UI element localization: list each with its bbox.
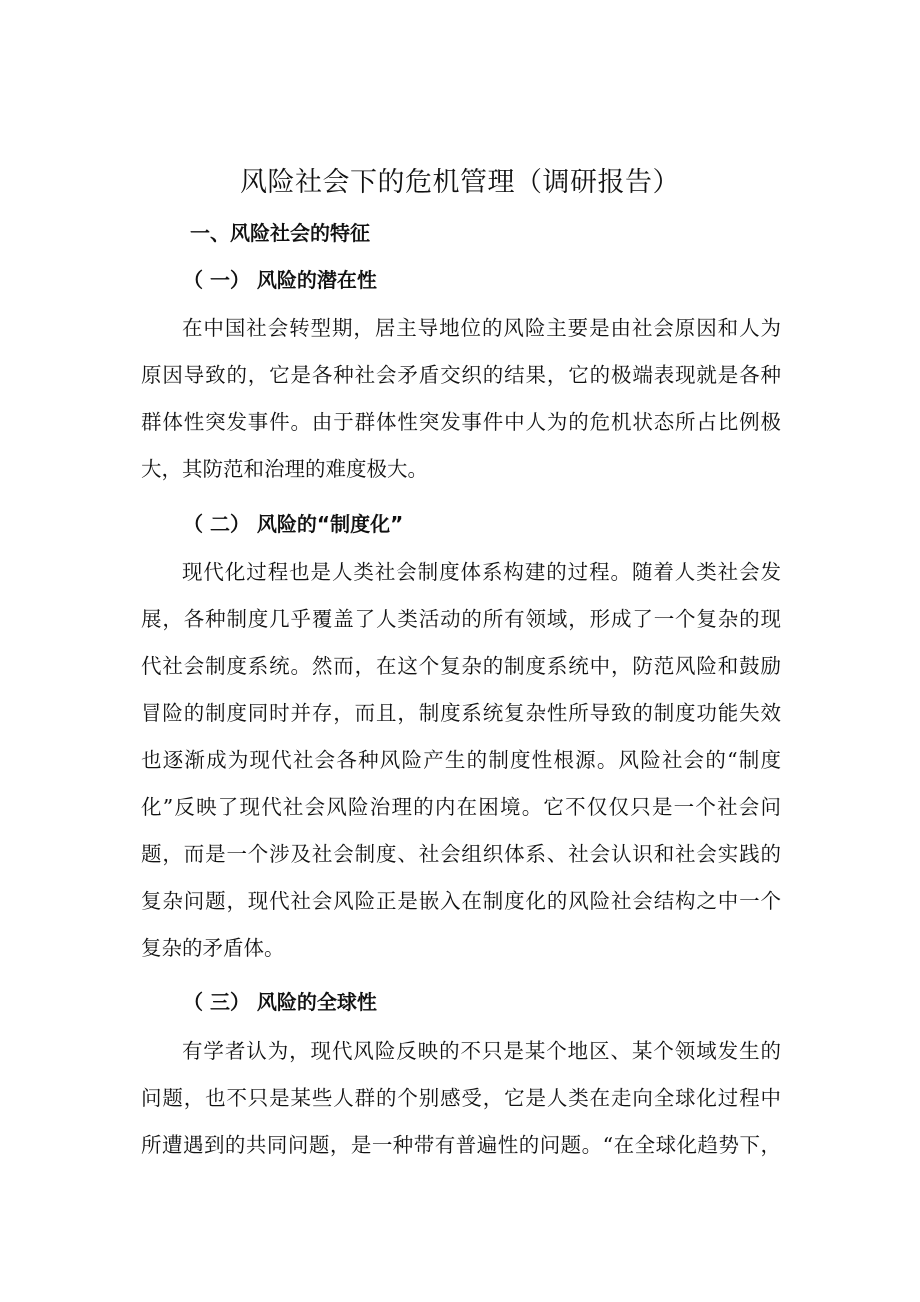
paragraph-line: 有学者认为，现代风险反映的不只是某个地区、某个领域发生的: [182, 1039, 781, 1063]
paragraph-line: 复杂的矛盾体。: [141, 936, 285, 960]
paragraph-2: [141, 549, 781, 972]
document-title: 风险社会下的危机管理（调研报告）: [240, 167, 680, 198]
paragraph-line: 现代化过程也是人类社会制度体系构建的过程。随着人类社会发: [182, 560, 781, 584]
subsection-heading-2: （ 二） 风险的“制度化”: [183, 512, 404, 536]
paragraph-line: 群体性突发事件。由于群体性突发事件中人为的危机状态所占比例极: [141, 410, 781, 434]
paragraph-line: 冒险的制度同时并存，而且，制度系统复杂性所导致的制度功能失效: [141, 701, 781, 725]
paragraph-line: 在中国社会转型期，居主导地位的风险主要是由社会原因和人为: [182, 316, 781, 340]
paragraph-line: 代社会制度系统。然而，在这个复杂的制度系统中，防范风险和鼓励: [141, 654, 781, 678]
section-heading-1: 一、风险社会的特征: [190, 221, 370, 245]
paragraph-line: 复杂问题，现代社会风险正是嵌入在制度化的风险社会结构之中一个: [141, 889, 781, 913]
paragraph-line: 化”反映了现代社会风险治理的内在困境。它不仅仅只是一个社会问: [141, 795, 781, 819]
paragraph-line: 原因导致的，它是各种社会矛盾交织的结果，它的极端表现就是各种: [141, 363, 781, 387]
paragraph-line: 也逐渐成为现代社会各种风险产生的制度性根源。风险社会的“制度: [141, 748, 781, 772]
paragraph-line: 所遭遇到的共同问题，是一种带有普遍性的问题。“在全球化趋势下，: [141, 1133, 781, 1157]
subsection-heading-3: （ 三） 风险的全球性: [183, 990, 377, 1014]
paragraph-line: 题，而是一个涉及社会制度、社会组织体系、社会认识和社会实践的: [141, 842, 781, 866]
paragraph-line: 大，其防范和治理的难度极大。: [141, 457, 428, 481]
paragraph-3: [141, 1028, 781, 1169]
paragraph-1: [141, 305, 781, 493]
paragraph-line: 问题，也不只是某些人群的个别感受，它是人类在走向全球化过程中: [141, 1086, 781, 1110]
paragraph-line: 展，各种制度几乎覆盖了人类活动的所有领域，形成了一个复杂的现: [141, 607, 781, 631]
subsection-heading-1: （ 一） 风险的潜在性: [183, 268, 377, 292]
